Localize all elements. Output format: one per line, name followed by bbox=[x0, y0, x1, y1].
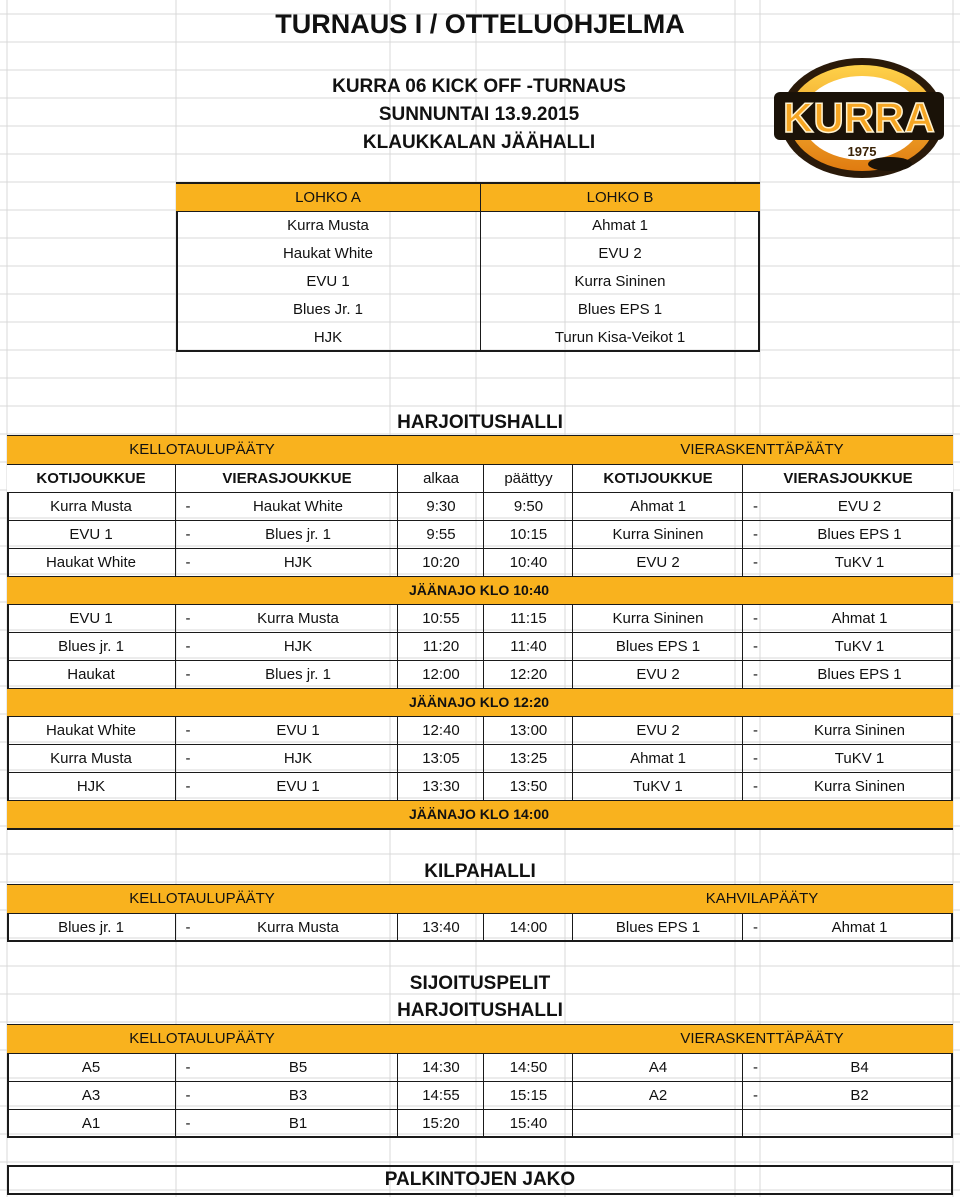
home-team-1: Blues jr. 1 bbox=[58, 638, 124, 655]
end-time: 9:50 bbox=[483, 493, 573, 520]
away-team-2: TuKV 1 bbox=[834, 554, 885, 571]
group-a-team: Blues Jr. 1 bbox=[292, 301, 364, 318]
away-team-1: B1 bbox=[288, 1115, 308, 1132]
end-time: 15:15 bbox=[483, 1082, 573, 1109]
vs-dash-2: - bbox=[742, 549, 768, 576]
vs-dash-2: - bbox=[742, 605, 768, 632]
group-a-team: Haukat White bbox=[282, 245, 374, 262]
group-a-team: HJK bbox=[313, 329, 343, 346]
start-time: 12:40 bbox=[397, 717, 484, 744]
away-team-2: Kurra Sininen bbox=[814, 778, 905, 795]
header-home-2: KOTIJOUKKUE bbox=[572, 465, 743, 492]
away-team-1: B3 bbox=[288, 1087, 308, 1104]
vs-dash-2: - bbox=[742, 717, 768, 744]
home-team-2: A2 bbox=[572, 1082, 743, 1109]
header-home-1: KOTIJOUKKUE bbox=[36, 470, 146, 487]
group-b-label: LOHKO B bbox=[480, 184, 759, 212]
vs-dash-2: - bbox=[742, 1082, 768, 1109]
header-away-1: VIERASJOUKKUE bbox=[175, 465, 398, 492]
home-team-2: Ahmat 1 bbox=[572, 493, 743, 520]
end-time: 11:15 bbox=[483, 605, 573, 632]
end-time: 10:40 bbox=[483, 549, 573, 576]
start-time: 10:55 bbox=[397, 605, 484, 632]
match-row bbox=[7, 1081, 953, 1109]
vs-dash-2: - bbox=[742, 745, 768, 772]
away-team-2: Blues EPS 1 bbox=[817, 526, 902, 543]
vs-dash-1: - bbox=[175, 549, 200, 576]
practice-hall-title: HARJOITUSHALLI bbox=[397, 412, 563, 433]
end-time: 11:40 bbox=[483, 633, 573, 660]
away-team-2: TuKV 1 bbox=[834, 750, 885, 767]
home-team-2: EVU 2 bbox=[572, 661, 743, 688]
match-row bbox=[7, 660, 953, 688]
awards-ceremony: PALKINTOJEN JAKO bbox=[384, 1169, 576, 1190]
group-b-team: Ahmat 1 bbox=[480, 212, 759, 240]
match-row bbox=[7, 604, 953, 632]
start-time: 13:40 bbox=[397, 914, 484, 941]
home-team-2: EVU 2 bbox=[572, 717, 743, 744]
vs-dash-2: - bbox=[742, 493, 768, 520]
competition-hall-ends bbox=[7, 885, 953, 913]
home-team-1: HJK bbox=[76, 778, 106, 795]
away-team-2: B2 bbox=[850, 1087, 869, 1104]
placement-right-end: VIERASKENTTÄPÄÄTY bbox=[680, 1030, 844, 1047]
match-row bbox=[7, 744, 953, 772]
home-team-2: Ahmat 1 bbox=[572, 745, 743, 772]
placement-left-end: KELLOTAULUPÄÄTY bbox=[129, 1030, 275, 1047]
kurra-logo bbox=[770, 52, 950, 187]
group-row bbox=[176, 268, 760, 296]
away-team-1: HJK bbox=[283, 554, 313, 571]
home-team-1: A5 bbox=[81, 1059, 101, 1076]
group-b-team: Blues EPS 1 bbox=[480, 296, 759, 324]
groups-header bbox=[176, 184, 760, 212]
practice-hall-headers bbox=[7, 464, 953, 492]
practice-hall-ends bbox=[7, 436, 953, 464]
ice-resurfacing-row bbox=[7, 576, 953, 604]
home-team-1: Haukat White bbox=[45, 722, 137, 739]
vs-dash-1: - bbox=[175, 605, 200, 632]
home-team-1: EVU 1 bbox=[69, 610, 113, 627]
vs-dash-2: - bbox=[742, 661, 768, 688]
group-a-team: Kurra Musta bbox=[287, 217, 369, 234]
away-team-1: B5 bbox=[288, 1059, 308, 1076]
ice-resurfacing-row bbox=[7, 800, 953, 828]
vs-dash-1: - bbox=[175, 521, 200, 548]
ice-resurfacing-label: JÄÄNAJO KLO 12:20 bbox=[408, 694, 550, 710]
home-team-2: TuKV 1 bbox=[572, 773, 743, 800]
away-team-2: Kurra Sininen bbox=[814, 722, 905, 739]
away-team-2 bbox=[767, 1110, 952, 1137]
competition-hall-title: KILPAHALLI bbox=[424, 861, 536, 882]
group-row bbox=[176, 212, 760, 240]
match-row bbox=[7, 772, 953, 800]
start-time: 13:30 bbox=[397, 773, 484, 800]
vs-dash-2: - bbox=[742, 633, 768, 660]
competition-left-end: KELLOTAULUPÄÄTY bbox=[129, 890, 275, 907]
practice-right-end: VIERASKENTTÄPÄÄTY bbox=[680, 441, 844, 458]
placement-title: SIJOITUSPELIT bbox=[409, 973, 551, 994]
header-end: päättyy bbox=[483, 465, 573, 492]
ice-resurfacing-row bbox=[7, 688, 953, 716]
end-time: 13:00 bbox=[483, 717, 573, 744]
away-team-1: Kurra Musta bbox=[257, 610, 339, 627]
home-team-1: Haukat White bbox=[45, 554, 137, 571]
away-team-1: Haukat White bbox=[252, 498, 344, 515]
competition-right-end: KAHVILAPÄÄTY bbox=[705, 890, 819, 907]
away-team-2: Blues EPS 1 bbox=[817, 666, 902, 683]
match-row bbox=[7, 520, 953, 548]
match-row bbox=[7, 913, 953, 941]
away-team-1: Kurra Musta bbox=[257, 919, 339, 936]
event-name: KURRA 06 KICK OFF -TURNAUS bbox=[332, 76, 626, 97]
end-time: 12:20 bbox=[483, 661, 573, 688]
start-time: 15:20 bbox=[397, 1110, 484, 1137]
end-time: 13:50 bbox=[483, 773, 573, 800]
ice-resurfacing-label: JÄÄNAJO KLO 10:40 bbox=[408, 582, 550, 598]
vs-dash-1: - bbox=[175, 745, 200, 772]
home-team-1: EVU 1 bbox=[69, 526, 113, 543]
match-row bbox=[7, 492, 953, 520]
logo-wordmark: KURRA bbox=[783, 94, 935, 141]
event-venue: KLAUKKALAN JÄÄHALLI bbox=[362, 132, 596, 153]
match-row bbox=[7, 1053, 953, 1081]
vs-dash-2: - bbox=[742, 914, 768, 941]
vs-dash-2: - bbox=[742, 773, 768, 800]
start-time: 9:30 bbox=[397, 493, 484, 520]
placement-ends bbox=[7, 1025, 953, 1053]
vs-dash-1: - bbox=[175, 661, 200, 688]
home-team-2: Kurra Sininen bbox=[572, 521, 743, 548]
away-team-1: EVU 1 bbox=[276, 778, 320, 795]
away-team-2: B4 bbox=[850, 1059, 869, 1076]
vs-dash-2: - bbox=[742, 1054, 768, 1081]
start-time: 14:30 bbox=[397, 1054, 484, 1081]
group-a-label: LOHKO A bbox=[295, 189, 361, 206]
home-team-1: Blues jr. 1 bbox=[58, 919, 124, 936]
away-team-1: EVU 1 bbox=[276, 722, 320, 739]
home-team-2: EVU 2 bbox=[572, 549, 743, 576]
match-row bbox=[7, 1109, 953, 1137]
home-team-2: Kurra Sininen bbox=[572, 605, 743, 632]
vs-dash-1: - bbox=[175, 1054, 200, 1081]
away-team-1: Blues jr. 1 bbox=[265, 666, 331, 683]
home-team-1: Haukat bbox=[67, 666, 115, 683]
end-time: 14:50 bbox=[483, 1054, 573, 1081]
away-team-2: TuKV 1 bbox=[834, 638, 885, 655]
vs-dash-1: - bbox=[175, 773, 200, 800]
away-team-1: HJK bbox=[283, 750, 313, 767]
away-team-2: Ahmat 1 bbox=[831, 919, 888, 936]
start-time: 10:20 bbox=[397, 549, 484, 576]
group-row bbox=[176, 296, 760, 324]
vs-dash-1: - bbox=[175, 1110, 200, 1137]
home-team-1: Kurra Musta bbox=[50, 750, 132, 767]
group-b-team: Turun Kisa-Veikot 1 bbox=[480, 324, 759, 352]
vs-dash-1: - bbox=[175, 717, 200, 744]
away-team-2: Ahmat 1 bbox=[831, 610, 888, 627]
home-team-2: Blues EPS 1 bbox=[572, 633, 743, 660]
home-team-1: A1 bbox=[81, 1115, 101, 1132]
start-time: 11:20 bbox=[397, 633, 484, 660]
end-time: 13:25 bbox=[483, 745, 573, 772]
vs-dash-1: - bbox=[175, 1082, 200, 1109]
away-team-2: EVU 2 bbox=[837, 498, 882, 515]
start-time: 13:05 bbox=[397, 745, 484, 772]
match-row bbox=[7, 632, 953, 660]
group-row bbox=[176, 240, 760, 268]
home-team-2 bbox=[572, 1110, 743, 1137]
end-time: 15:40 bbox=[483, 1110, 573, 1137]
end-time: 14:00 bbox=[483, 914, 573, 941]
home-team-2: Blues EPS 1 bbox=[572, 914, 743, 941]
home-team-2: A4 bbox=[572, 1054, 743, 1081]
match-row bbox=[7, 548, 953, 576]
start-time: 14:55 bbox=[397, 1082, 484, 1109]
start-time: 9:55 bbox=[397, 521, 484, 548]
away-team-1: Blues jr. 1 bbox=[265, 526, 331, 543]
home-team-1: A3 bbox=[81, 1087, 101, 1104]
logo-year: 1975 bbox=[847, 144, 877, 159]
vs-dash-1: - bbox=[175, 633, 200, 660]
ice-resurfacing-label: JÄÄNAJO KLO 14:00 bbox=[408, 806, 550, 822]
group-a-team: EVU 1 bbox=[306, 273, 350, 290]
header-start: alkaa bbox=[397, 465, 484, 492]
vs-dash-1: - bbox=[175, 914, 200, 941]
vs-dash-2: - bbox=[742, 521, 768, 548]
header-away-2: VIERASJOUKKUE bbox=[742, 465, 953, 492]
start-time: 12:00 bbox=[397, 661, 484, 688]
group-b-team: Kurra Sininen bbox=[480, 268, 759, 296]
group-row bbox=[176, 324, 760, 352]
practice-left-end: KELLOTAULUPÄÄTY bbox=[129, 441, 275, 458]
away-team-1: HJK bbox=[283, 638, 313, 655]
end-time: 10:15 bbox=[483, 521, 573, 548]
match-row bbox=[7, 716, 953, 744]
puck-icon bbox=[868, 157, 912, 171]
event-date: SUNNUNTAI 13.9.2015 bbox=[378, 104, 580, 125]
home-team-1: Kurra Musta bbox=[50, 498, 132, 515]
vs-dash-2 bbox=[742, 1110, 768, 1137]
group-b-team: EVU 2 bbox=[480, 240, 759, 268]
vs-dash-1: - bbox=[175, 493, 200, 520]
placement-hall-title: HARJOITUSHALLI bbox=[397, 1000, 563, 1021]
page-title: TURNAUS I / OTTELUOHJELMA bbox=[275, 9, 685, 39]
